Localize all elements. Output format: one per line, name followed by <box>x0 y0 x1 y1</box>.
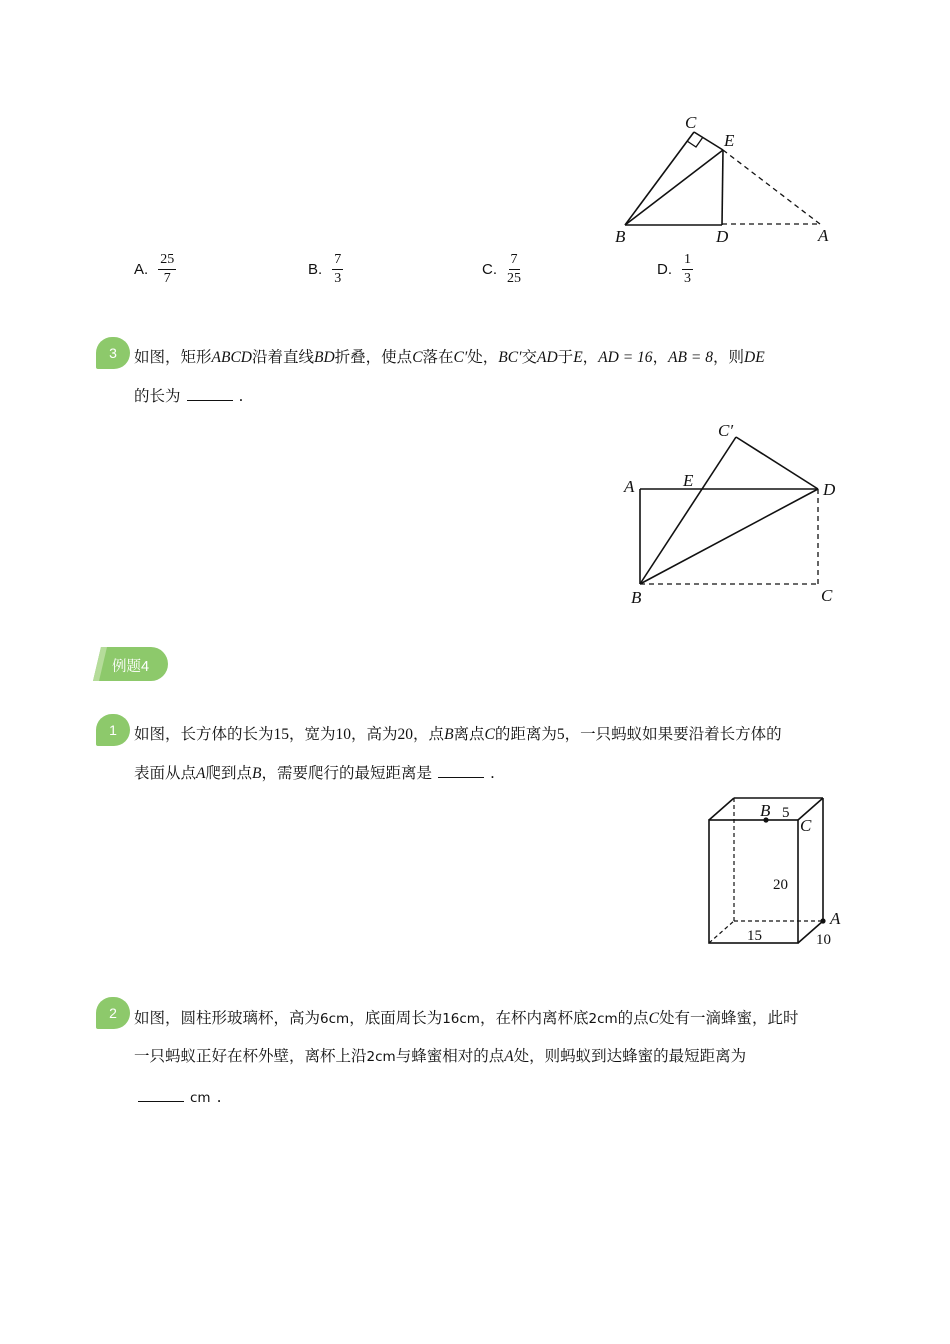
example-2-text-line1: 如图，圆柱形玻璃杯，高为6cm，底面周长为16cm，在杯内离杯底2cm的点C处有一滴蜂蜜，此时 <box>134 1009 799 1027</box>
answer-blank[interactable] <box>438 763 484 778</box>
option-d[interactable] <box>657 252 693 287</box>
label-a: A <box>624 477 635 496</box>
question-3-text-line1: 如图，矩形ABCD沿着直线BD折叠，使点C落在C′处，BC′交AD于E，AD = 16，AB = 8，则DE <box>134 348 765 366</box>
fraction: $\frac{1}{3}$ <box>684 252 691 286</box>
example-2-text-line3: cm . <box>134 1086 222 1109</box>
label-10: 10 <box>816 932 831 948</box>
label-e: E <box>683 471 694 490</box>
option-c[interactable] <box>482 252 521 287</box>
fraction: $\frac{25}{7}$ <box>160 252 175 286</box>
label-15: 15 <box>747 928 762 944</box>
example-1-text-line2: 表面从点A爬到点B，需要爬行的最短距离是 . <box>134 764 495 782</box>
example-2-text-line2: 一只蚂蚁正好在杯外壁，离杯上沿2cm与蜂蜜相对的点A处，则蚂蚁到达蜂蜜的最短距离为 <box>134 1047 747 1065</box>
question-number-badge: 1 <box>96 714 130 746</box>
fraction: $\frac{7}{25}$ <box>507 252 521 286</box>
fraction: $\frac{7}{3}$ <box>334 252 342 286</box>
label-20: 20 <box>773 877 788 893</box>
label-c-prime: C′ <box>718 421 734 440</box>
label-a: A <box>818 226 829 245</box>
option-b[interactable] <box>308 252 343 287</box>
label-b: B <box>615 227 626 246</box>
option-letter: B. <box>308 261 323 278</box>
label-5: 5 <box>782 805 790 821</box>
example-tag: 例题4 <box>93 647 169 681</box>
label-d: D <box>823 480 836 499</box>
figure-folded-rectangle <box>615 415 850 610</box>
question-number-badge: 2 <box>96 997 130 1029</box>
figure-cuboid <box>700 790 850 955</box>
label-c: C <box>685 113 697 132</box>
label-c: C <box>821 586 833 605</box>
option-letter: D. <box>657 261 672 278</box>
question-number-badge: 3 <box>96 337 130 369</box>
label-a: A <box>830 909 841 928</box>
option-a[interactable] <box>134 252 176 287</box>
label-b: B <box>631 588 642 607</box>
figure-folded-triangle <box>600 108 850 248</box>
example-1-text-line1: 如图，长方体的长为15，宽为10，高为20，点B离点C的距离为5，一只蚂蚁如果要沿着长方体的 <box>134 725 782 743</box>
label-e: E <box>724 131 735 150</box>
label-d: D <box>716 227 729 246</box>
label-c: C <box>800 816 812 835</box>
label-b: B <box>760 801 771 820</box>
question-3-text-line2: 的长为 . <box>134 387 244 405</box>
answer-blank[interactable] <box>138 1087 184 1102</box>
option-letter: A. <box>134 261 149 278</box>
option-letter: C. <box>482 261 497 278</box>
answer-blank[interactable] <box>187 386 233 401</box>
